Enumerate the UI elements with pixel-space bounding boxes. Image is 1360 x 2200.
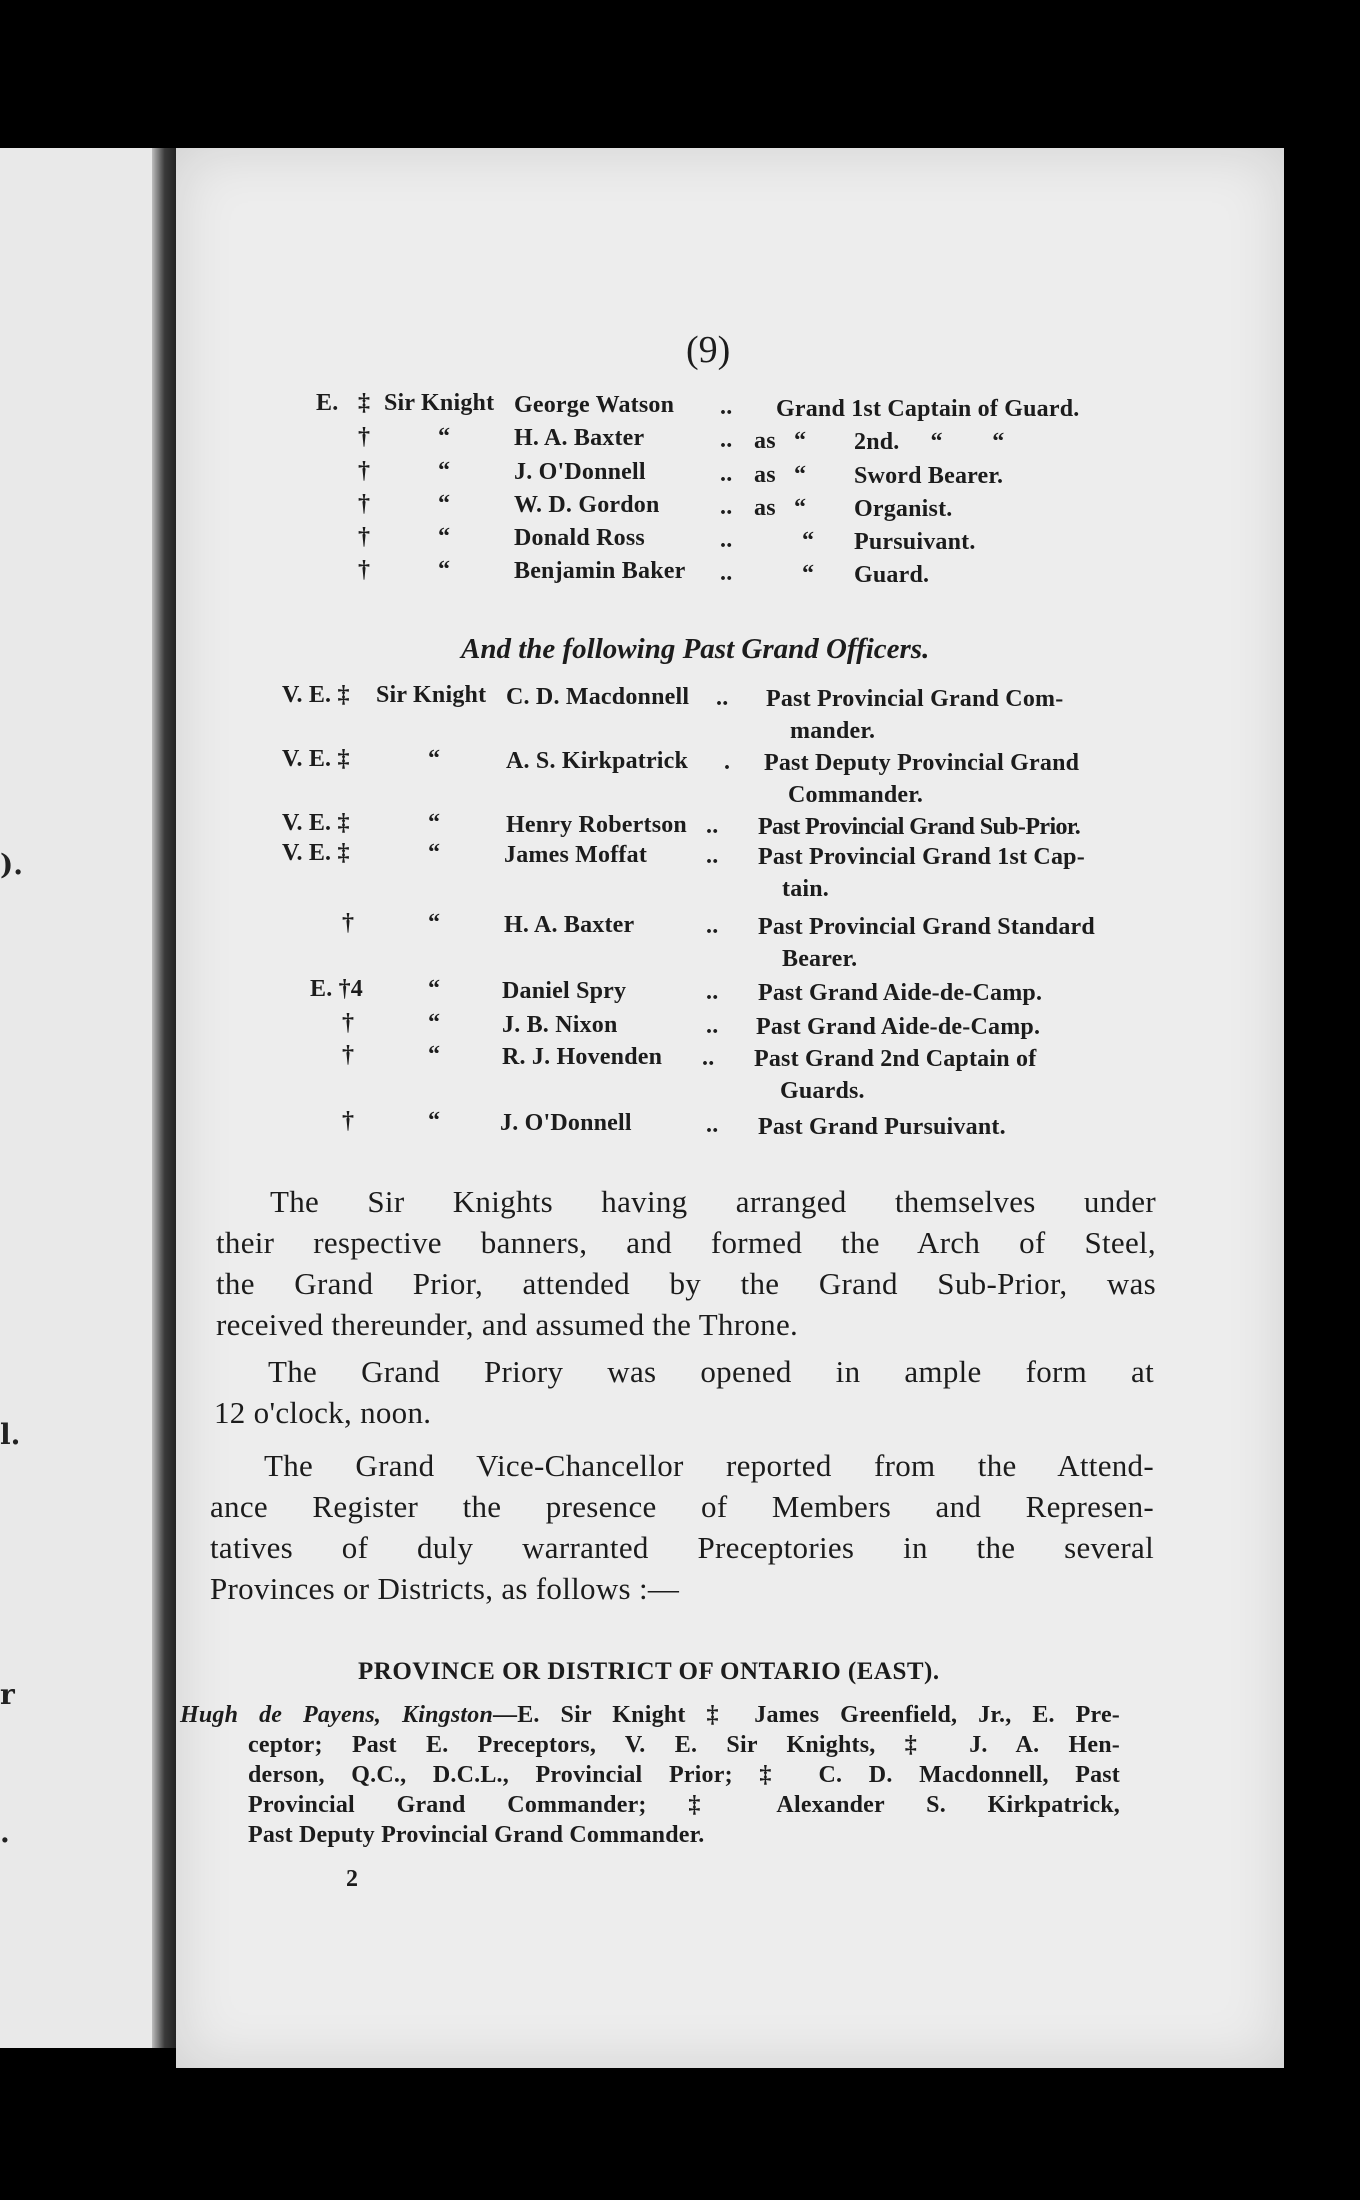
officer-dots: .. <box>720 394 733 420</box>
paragraph-line: ance Register the presence of Members and Represen- <box>210 1489 1154 1524</box>
past-officer-prefix: “ <box>428 810 441 836</box>
officer-office: Sword Bearer. <box>854 463 1004 489</box>
past-officer-office: Past Provincial Grand Sub-Prior. <box>758 814 1081 840</box>
past-officer-prefix: “ <box>428 1108 441 1134</box>
past-officer-office-cont: Bearer. <box>782 946 858 972</box>
signature-mark: 2 <box>346 1866 358 1892</box>
past-officer-name: A. S. Kirkpatrick <box>506 748 689 774</box>
officer-name: Benjamin Baker <box>514 558 686 584</box>
past-officer-prefix: “ <box>428 1042 441 1068</box>
officer-mark: † <box>358 524 371 550</box>
paragraph-arch-of-steel <box>216 1184 1156 1348</box>
past-officer-rank: † <box>342 1108 355 1134</box>
past-officer-name: Daniel Spry <box>502 978 627 1004</box>
officer-mark: † <box>358 424 371 450</box>
officer-prefix: “ <box>438 491 451 517</box>
past-officer-rank: † <box>342 1042 355 1068</box>
officer-name: Donald Ross <box>514 525 645 551</box>
officer-dots: .. <box>720 494 733 520</box>
past-officer-office: Past Grand Pursuivant. <box>758 1114 1006 1140</box>
past-officer-name: H. A. Baxter <box>504 912 635 938</box>
past-officer-office: Past Grand Aide-de-Camp. <box>756 1014 1041 1040</box>
past-officer-office: Past Provincial Grand 1st Cap- <box>758 844 1085 870</box>
officer-mark: † <box>358 491 371 517</box>
officer-prefix: “ <box>438 424 451 450</box>
officer-ditto: “ <box>794 495 807 521</box>
entry-line: Past Deputy Provincial Grand Commander. <box>248 1822 705 1848</box>
officer-office: Organist. <box>854 496 953 522</box>
officer-office: Guard. <box>854 562 930 588</box>
paragraph-line: the Grand Prior, attended by the Grand Sub-Prior, was <box>216 1266 1156 1301</box>
officer-dots: .. <box>720 560 733 586</box>
paragraph-line: The Grand Vice-Chancellor reported from the Attend- <box>264 1448 1154 1483</box>
past-officer-rank: † <box>342 1010 355 1036</box>
lodge-name: Hugh de Payens, Kingston <box>180 1702 494 1728</box>
past-officer-prefix: “ <box>428 910 441 936</box>
entry-line: Provincial Grand Commander; ‡ Alexander S. Kirkpatrick, <box>248 1792 1120 1818</box>
past-officer-office: Past Deputy Provincial Grand <box>764 750 1080 776</box>
past-officer-rank: † <box>342 910 355 936</box>
officer-ditto: “ <box>802 561 815 587</box>
entry-line: derson, Q.C., D.C.L., Provincial Prior; ‡ C. D. Macdonnell, Past <box>248 1762 1120 1788</box>
paragraph-opened <box>214 1354 1154 1436</box>
past-officer-prefix: Sir Knight <box>376 682 487 708</box>
paragraph-line: Provinces or Districts, as follows :— <box>210 1571 680 1606</box>
province-heading: PROVINCE OR DISTRICT OF ONTARIO (EAST). <box>358 1658 940 1685</box>
past-officer-dots: .. <box>706 1013 719 1039</box>
officer-name: George Watson <box>514 392 675 418</box>
left-fragment-text: . <box>0 1816 10 1849</box>
past-officer-rank: E. †4 <box>310 976 364 1002</box>
past-officer-dots: . <box>724 749 731 775</box>
past-officer-dots: .. <box>706 843 719 869</box>
past-officer-office-cont: tain. <box>782 876 830 902</box>
document-page <box>176 148 1284 2068</box>
officer-as: as <box>754 495 776 521</box>
past-officers-heading: And the following Past Grand Officers. <box>461 633 930 665</box>
past-officer-prefix: “ <box>428 976 441 1002</box>
officer-dots: .. <box>720 427 733 453</box>
paragraph-line: 12 o'clock, noon. <box>214 1395 432 1430</box>
left-fragment-text: r <box>0 1678 15 1711</box>
officer-name: W. D. Gordon <box>514 492 660 518</box>
officer-prefix: “ <box>438 458 451 484</box>
officer-prefix: “ <box>438 524 451 550</box>
paragraph-line: received thereunder, and assumed the Throne. <box>216 1307 799 1342</box>
left-fragment-text: l. <box>0 1418 21 1451</box>
past-officer-dots: .. <box>706 913 719 939</box>
left-page-fragment <box>0 148 152 2048</box>
officer-mark: † <box>358 557 371 583</box>
paragraph-attendance <box>210 1448 1154 1612</box>
officer-rank: E. <box>316 390 339 416</box>
officer-as: as <box>754 462 776 488</box>
past-officer-rank: V. E. ‡ <box>282 810 350 836</box>
past-officer-name: C. D. Macdonnell <box>506 684 690 710</box>
paragraph-line: their respective banners, and formed the Arch of Steel, <box>216 1225 1156 1260</box>
officer-prefix: Sir Knight <box>384 390 495 416</box>
past-officer-office: Past Provincial Grand Standard <box>758 914 1095 940</box>
past-officer-office-cont: mander. <box>790 718 876 744</box>
past-officer-office: Past Provincial Grand Com- <box>766 686 1064 712</box>
officer-mark: ‡ <box>358 390 371 416</box>
officer-as: as <box>754 428 776 454</box>
past-officer-office: Past Grand Aide-de-Camp. <box>758 980 1043 1006</box>
officer-ditto: “ <box>802 528 815 554</box>
entry-line: ceptor; Past E. Preceptors, V. E. Sir Knights, ‡ J. A. Hen- <box>248 1732 1120 1758</box>
paragraph-line: The Sir Knights having arranged themselves under <box>270 1184 1156 1219</box>
officer-dots: .. <box>720 461 733 487</box>
past-officer-dots: .. <box>706 979 719 1005</box>
paragraph-line: The Grand Priory was opened in ample form at <box>268 1354 1154 1389</box>
page-number: (9) <box>686 329 731 371</box>
past-officer-dots: .. <box>716 685 729 711</box>
officer-office: Pursuivant. <box>854 529 976 555</box>
paragraph-line: tatives of duly warranted Preceptories in the several <box>210 1530 1154 1565</box>
past-officer-office-cont: Guards. <box>780 1078 865 1104</box>
province-entry <box>180 1700 1120 1850</box>
officer-prefix: “ <box>438 557 451 583</box>
past-officer-rank: V. E. ‡ <box>282 746 350 772</box>
past-officer-name: Henry Robertson <box>506 812 687 838</box>
past-officer-name: James Moffat <box>504 842 648 868</box>
past-officer-dots: .. <box>706 813 719 839</box>
past-officer-office: Past Grand 2nd Captain of <box>754 1046 1037 1072</box>
officer-name: J. O'Donnell <box>514 459 646 485</box>
left-fragment-text: ). <box>0 848 23 881</box>
entry-line: —E. Sir Knight ‡ James Greenfield, Jr., E. Pre- <box>493 1702 1120 1728</box>
past-officer-prefix: “ <box>428 840 441 866</box>
past-officer-name: J. B. Nixon <box>502 1012 618 1038</box>
past-officer-name: R. J. Hovenden <box>502 1044 663 1070</box>
past-officer-prefix: “ <box>428 746 441 772</box>
officer-office: Grand 1st Captain of Guard. <box>776 396 1080 422</box>
officer-name: H. A. Baxter <box>514 425 645 451</box>
officer-mark: † <box>358 458 371 484</box>
officer-ditto: “ <box>794 428 807 454</box>
past-officer-dots: .. <box>702 1045 715 1071</box>
past-officer-name: J. O'Donnell <box>500 1110 632 1136</box>
officer-office: 2nd. “ “ <box>854 429 1005 455</box>
officer-dots: .. <box>720 527 733 553</box>
past-officer-dots: .. <box>706 1112 719 1138</box>
past-officer-rank: V. E. ‡ <box>282 682 350 708</box>
officer-ditto: “ <box>794 462 807 488</box>
past-officer-rank: V. E. ‡ <box>282 840 350 866</box>
past-officer-prefix: “ <box>428 1010 441 1036</box>
past-officer-office-cont: Commander. <box>788 782 924 808</box>
